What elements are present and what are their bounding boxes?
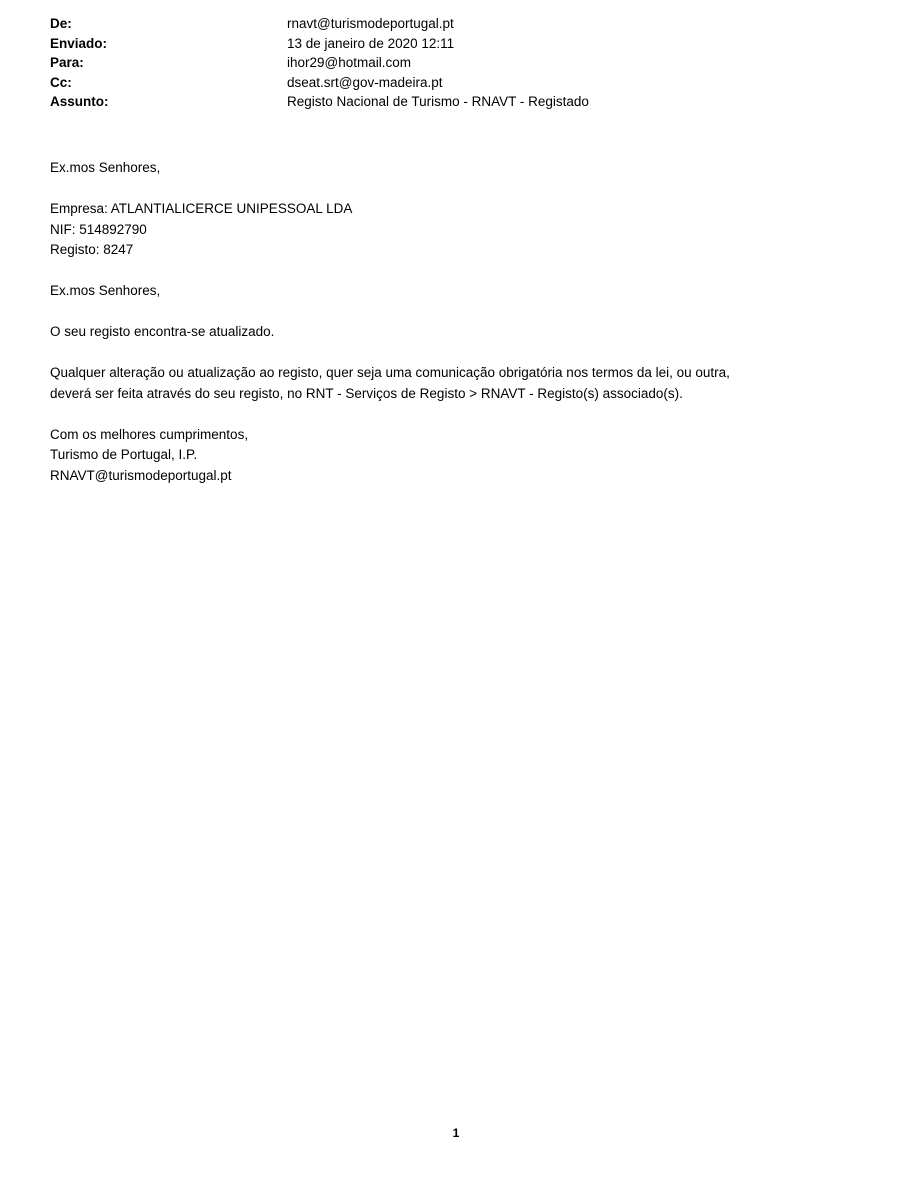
cc-label: Cc: [50,74,72,90]
status-message: O seu registo encontra-se atualizado. [50,324,275,339]
sent-value: 13 de janeiro de 2020 12:11 [287,35,455,51]
subject-value: Registo Nacional de Turismo - RNAVT - Registado [287,94,589,109]
greeting-second: Ex.mos Senhores, [50,283,161,298]
greeting-first: Ex.mos Senhores, [50,160,161,175]
page-number: 1 [452,1126,460,1140]
to-label: Para: [50,55,84,70]
subject-label: Assunto: [50,94,109,109]
header-row-to [50,53,870,73]
signature-email: RNAVT@turismodeportugal.pt [50,467,232,483]
cc-value: dseat.srt@gov-madeira.pt [287,74,443,90]
from-label: De: [50,16,72,31]
company-name: Empresa: ATLANTIALICERCE UNIPESSOAL LDA [50,201,353,216]
email-body [50,158,880,507]
from-value: rnavt@turismodeportugal.pt [287,16,454,31]
to-value: ihor29@hotmail.com [287,55,412,70]
instructions-paragraph [50,363,880,404]
company-nif: NIF: 514892790 [50,221,147,237]
instructions-line-1: Qualquer alteração ou atualização ao registo, quer seja uma comunicação obrigatória nos termos da lei, ou outra, [50,365,730,380]
header-row-cc [50,73,870,93]
signature-org: Turismo de Portugal, I.P. [50,447,198,462]
header-row-sent [50,34,870,54]
header-row-subject [50,92,870,112]
signature-closing: Com os melhores cumprimentos, [50,426,249,442]
instructions-line-2: deverá ser feita através do seu registo, no RNT - Serviços de Registo > RNAVT - Registo(s) associado(s). [50,385,683,401]
company-registration: Registo: 8247 [50,242,134,257]
company-block [50,199,880,261]
sent-label: Enviado: [50,35,108,51]
header-row-from [50,14,870,34]
email-header [50,14,870,112]
signature-block [50,425,880,487]
